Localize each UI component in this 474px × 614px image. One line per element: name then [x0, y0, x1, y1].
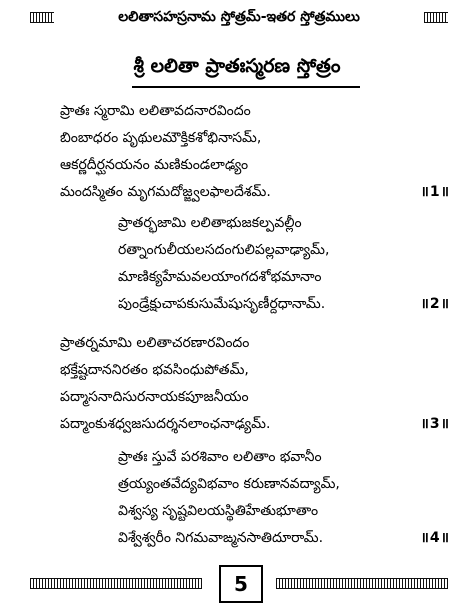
- verse-text: పుండ్రేక్షుచాపకుసుమేషుసృణీర్దధానామ్.: [118, 296, 326, 312]
- verse-number: ॥2॥: [420, 296, 450, 312]
- verse-line: ఆకర్ణదీర్ఘనయనం మణికుండలాఢ్యం: [60, 157, 249, 173]
- verse-line: [118, 291, 450, 318]
- verse-text: మందస్మితం మృగమదోజ్జ్వలఫాలదేశమ్.: [60, 184, 271, 200]
- verse-line: [118, 525, 450, 552]
- verse-line: విశ్వస్య సృష్టవిలయస్థితిహేతుభూతాం: [118, 503, 319, 519]
- page-number: 5: [219, 565, 263, 603]
- verse-line: [60, 411, 450, 438]
- verse-line: రత్నాంగులీయలసదంగులిపల్లవాఢ్యామ్,: [118, 242, 330, 258]
- stanza-1: [60, 98, 450, 206]
- verse-number: ॥4॥: [420, 530, 450, 546]
- verse-text: విశ్వేశ్వరీం నిగమవాఙ్మనసాతిదూరామ్.: [118, 530, 324, 546]
- verse-line: బింబాధరం పృథులమౌక్తికశోభినాసమ్,: [60, 130, 262, 146]
- verse-number: ॥3॥: [420, 416, 450, 432]
- page-footer: [30, 565, 448, 601]
- footer-ornament-left: [30, 578, 202, 589]
- verse-line: మాణిక్యహేమవలయాంగదశోభమానాం: [118, 269, 322, 285]
- verse-line: ప్రాతః స్తువే పరశివాం లలితాం భవానీం: [118, 449, 322, 465]
- stanza-3: [60, 330, 450, 438]
- header-ornament-left: [30, 12, 54, 23]
- verse-number: ॥1॥: [420, 184, 450, 200]
- running-header: [30, 2, 448, 32]
- stanza-4: [118, 444, 450, 552]
- header-ornament-right: [424, 12, 448, 23]
- stanza-2: [118, 210, 450, 318]
- footer-ornament-right: [276, 578, 448, 589]
- verse-line: [60, 179, 450, 206]
- verse-line: పద్మాసనాదిసురనాయకపూజనీయం: [60, 389, 249, 405]
- verse-line: ప్రాతః స్మరామి లలితావదనారవిందం: [60, 103, 251, 119]
- verse-line: ప్రాతర్నమామి లలితాచరణారవిందం: [60, 335, 250, 351]
- stotram-title: శ్రీ లలితా ప్రాతఃస్మరణ స్తోత్రం: [133, 55, 341, 77]
- verse-line: భక్తేష్టదాననిరతం భవసింధుపోతమ్,: [60, 362, 249, 378]
- verse-line: త్రయ్యంతవేద్యవిభవాం కరుణానవద్యామ్,: [118, 476, 340, 492]
- title-underline: [132, 86, 360, 88]
- verse-line: ప్రాతర్భజామి లలితాభుజకల్పవల్లీం: [118, 215, 302, 231]
- running-title: లలితాసహస్రనామ స్తోత్రమ్-ఇతర స్తోత్రములు: [118, 9, 360, 25]
- verse-text: పద్మాంకుశధ్వజసుదర్శనలాంఛనాఢ్యమ్.: [60, 416, 271, 432]
